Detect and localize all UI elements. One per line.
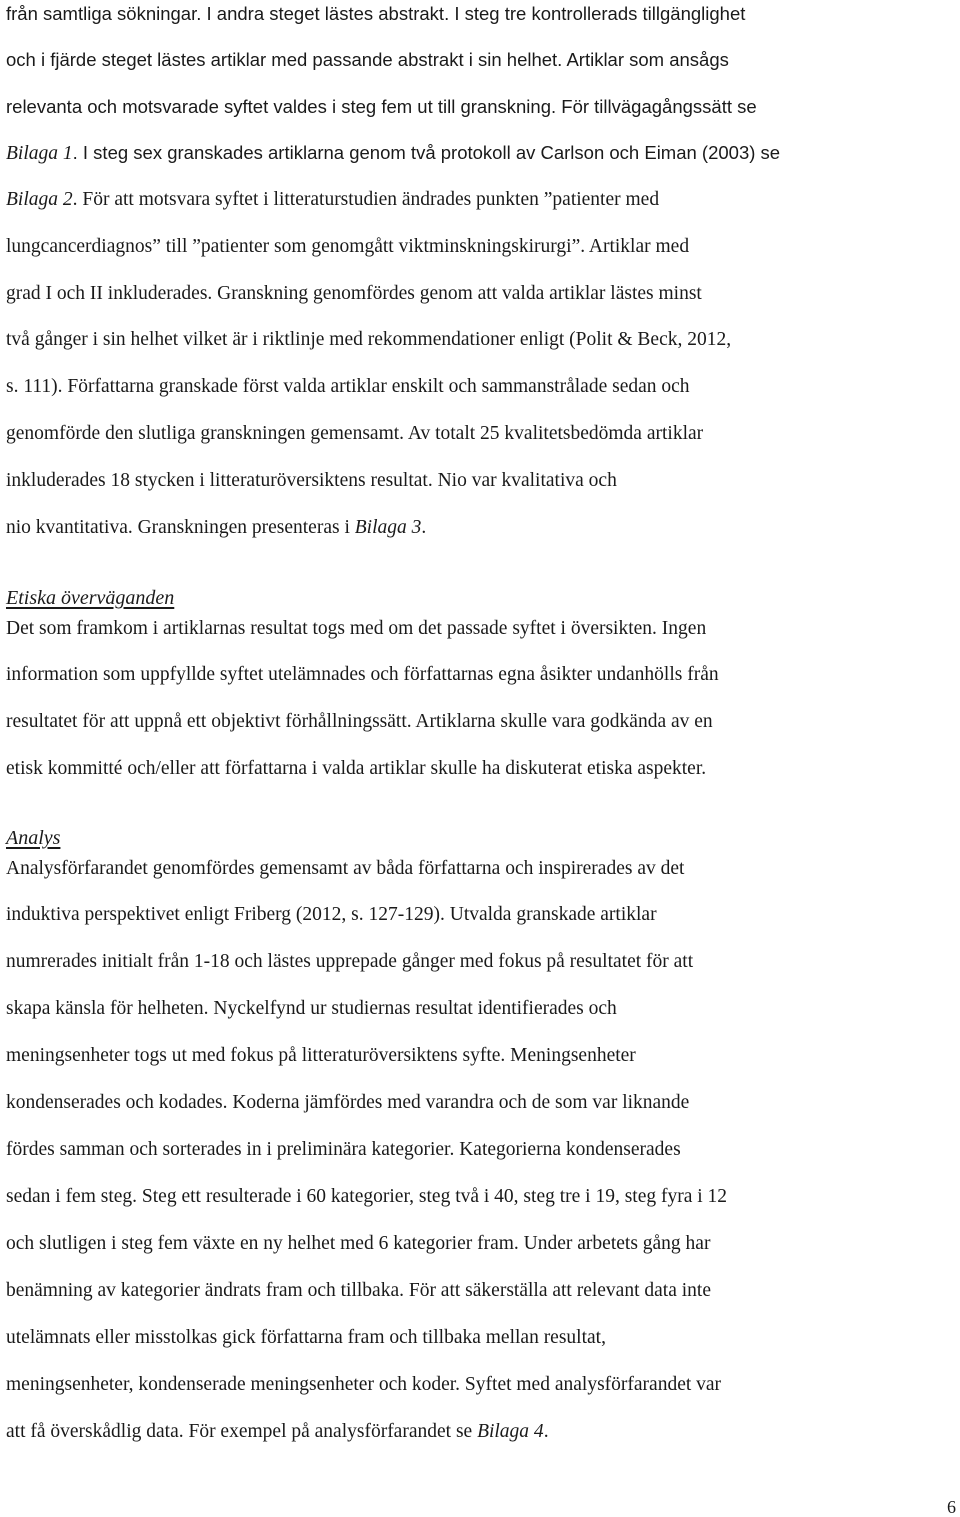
text-segment: grad I och II inkluderades. Granskning genomfördes genom att valda artiklar lästes minst: [6, 283, 702, 304]
text-line: [6, 469, 617, 493]
text-line: [6, 1326, 606, 1350]
text-line: [6, 710, 713, 734]
text-line: [6, 375, 690, 399]
text-line: [6, 422, 703, 446]
text-line: [6, 1420, 549, 1444]
text-line: [6, 516, 426, 540]
text-segment: nio kvantitativa. Granskningen presenteras i: [6, 517, 355, 538]
text-line: [6, 282, 702, 306]
text-line: [6, 1279, 711, 1303]
text-segment: . I steg sex granskades artiklarna genom två protokoll av Carlson och Eiman (2003) se: [72, 142, 781, 163]
text-segment: och i fjärde steget lästes artiklar med passande abstrakt i sin helhet. Artiklar som ansågs: [6, 49, 729, 70]
text-line: [6, 617, 706, 641]
section-heading: Etiska överväganden: [6, 587, 175, 609]
text-line: [6, 1138, 681, 1162]
text-line: [6, 48, 729, 73]
text-segment: meningsenheter togs ut med fokus på litteraturöversiktens syfte. Meningsenheter: [6, 1045, 636, 1066]
appendix-reference: Bilaga 2: [6, 189, 73, 210]
text-line: [6, 1185, 727, 1209]
text-line: [6, 95, 757, 120]
text-segment: . För att motsvara syftet i litteraturstudien ändrades punkten ”patienter med: [72, 189, 660, 210]
text-line: [6, 141, 780, 166]
text-segment: fördes samman och sorterades in i preliminära kategorier. Kategorierna kondenserades: [6, 1139, 681, 1160]
text-line: [6, 903, 657, 927]
text-segment: etisk kommitté och/eller att författarna i valda artiklar skulle ha diskuterat etiska aspekter.: [6, 758, 707, 779]
text-segment: resultatet för att uppnå ett objektivt förhållningssätt. Artiklarna skulle vara godkända av en: [6, 711, 713, 732]
text-segment: kondenserades och kodades. Koderna jämfördes med varandra och de som var liknande: [6, 1092, 690, 1113]
text-line: [6, 188, 659, 212]
text-segment: .: [421, 517, 427, 538]
text-segment: information som uppfyllde syftet utelämnades och författarnas egna åsikter undanhölls från: [6, 664, 719, 685]
text-line: [6, 328, 731, 352]
text-segment: relevanta och motsvarade syftet valdes i steg fem ut till granskning. För tillvägagångssätt se: [6, 96, 757, 117]
text-line: [6, 235, 689, 259]
text-line: [6, 1232, 710, 1256]
text-segment: numrerades initialt från 1-18 och lästes upprepade gånger med fokus på resultatet för att: [6, 951, 694, 972]
text-line: [6, 997, 617, 1021]
text-line: [6, 857, 684, 881]
text-segment: meningsenheter, kondenserade meningsenheter och koder. Syftet med analysförfarandet var: [6, 1374, 722, 1395]
text-segment: att få överskådlig data. För exempel på analysförfarandet se: [6, 1421, 478, 1442]
appendix-reference: Bilaga 3: [354, 517, 422, 538]
text-segment: benämning av kategorier ändrats fram och tillbaka. För att säkerställa att relevant data inte: [6, 1280, 711, 1301]
text-segment: Det som framkom i artiklarnas resultat togs med om det passade syftet i översikten. Ingen: [6, 618, 707, 639]
text-segment: och slutligen i steg fem växte en ny helhet med 6 kategorier fram. Under arbetets gång har: [6, 1233, 711, 1254]
text-line: [6, 1373, 721, 1397]
text-segment: genomförde den slutliga granskningen gemensamt. Av totalt 25 kvalitetsbedömda artiklar: [6, 423, 704, 444]
text-segment: två gånger i sin helhet vilket är i riktlinje med rekommendationer enligt (Polit & Beck, 2012,: [6, 329, 732, 350]
text-line: [6, 950, 693, 974]
text-segment: lungcancerdiagnos” till ”patienter som genomgått viktminskningskirurgi”. Artiklar med: [6, 236, 690, 257]
appendix-reference: Bilaga 1: [6, 143, 73, 164]
text-segment: utelämnats eller misstolkas gick författarna fram och tillbaka mellan resultat,: [6, 1327, 606, 1348]
page-number: 6: [947, 1497, 956, 1517]
text-line: [6, 1044, 636, 1068]
section-heading: Analys: [6, 827, 61, 849]
text-line: [6, 1091, 689, 1115]
appendix-reference: Bilaga 4: [477, 1421, 544, 1442]
text-segment: från samtliga sökningar. I andra steget lästes abstrakt. I steg tre kontrollerads tillgänglighet: [6, 3, 746, 24]
text-segment: sedan i fem steg. Steg ett resulterade i 60 kategorier, steg två i 40, steg tre i 19, steg fyra i 12: [6, 1186, 728, 1207]
text-line: [6, 663, 719, 687]
text-segment: induktiva perspektivet enligt Friberg (2012, s. 127-129). Utvalda granskade artiklar: [6, 904, 657, 925]
text-line: [6, 757, 706, 781]
text-segment: inkluderades 18 stycken i litteraturöversiktens resultat. Nio var kvalitativa och: [6, 470, 617, 491]
text-line: [6, 2, 745, 27]
text-segment: skapa känsla för helheten. Nyckelfynd ur studiernas resultat identifierades och: [6, 998, 617, 1019]
text-segment: s. 111). Författarna granskade först valda artiklar enskilt och sammanstrålade sedan och: [6, 376, 690, 397]
text-segment: Analysförfarandet genomfördes gemensamt av båda författarna och inspirerades av det: [6, 858, 685, 879]
text-segment: .: [543, 1421, 549, 1442]
